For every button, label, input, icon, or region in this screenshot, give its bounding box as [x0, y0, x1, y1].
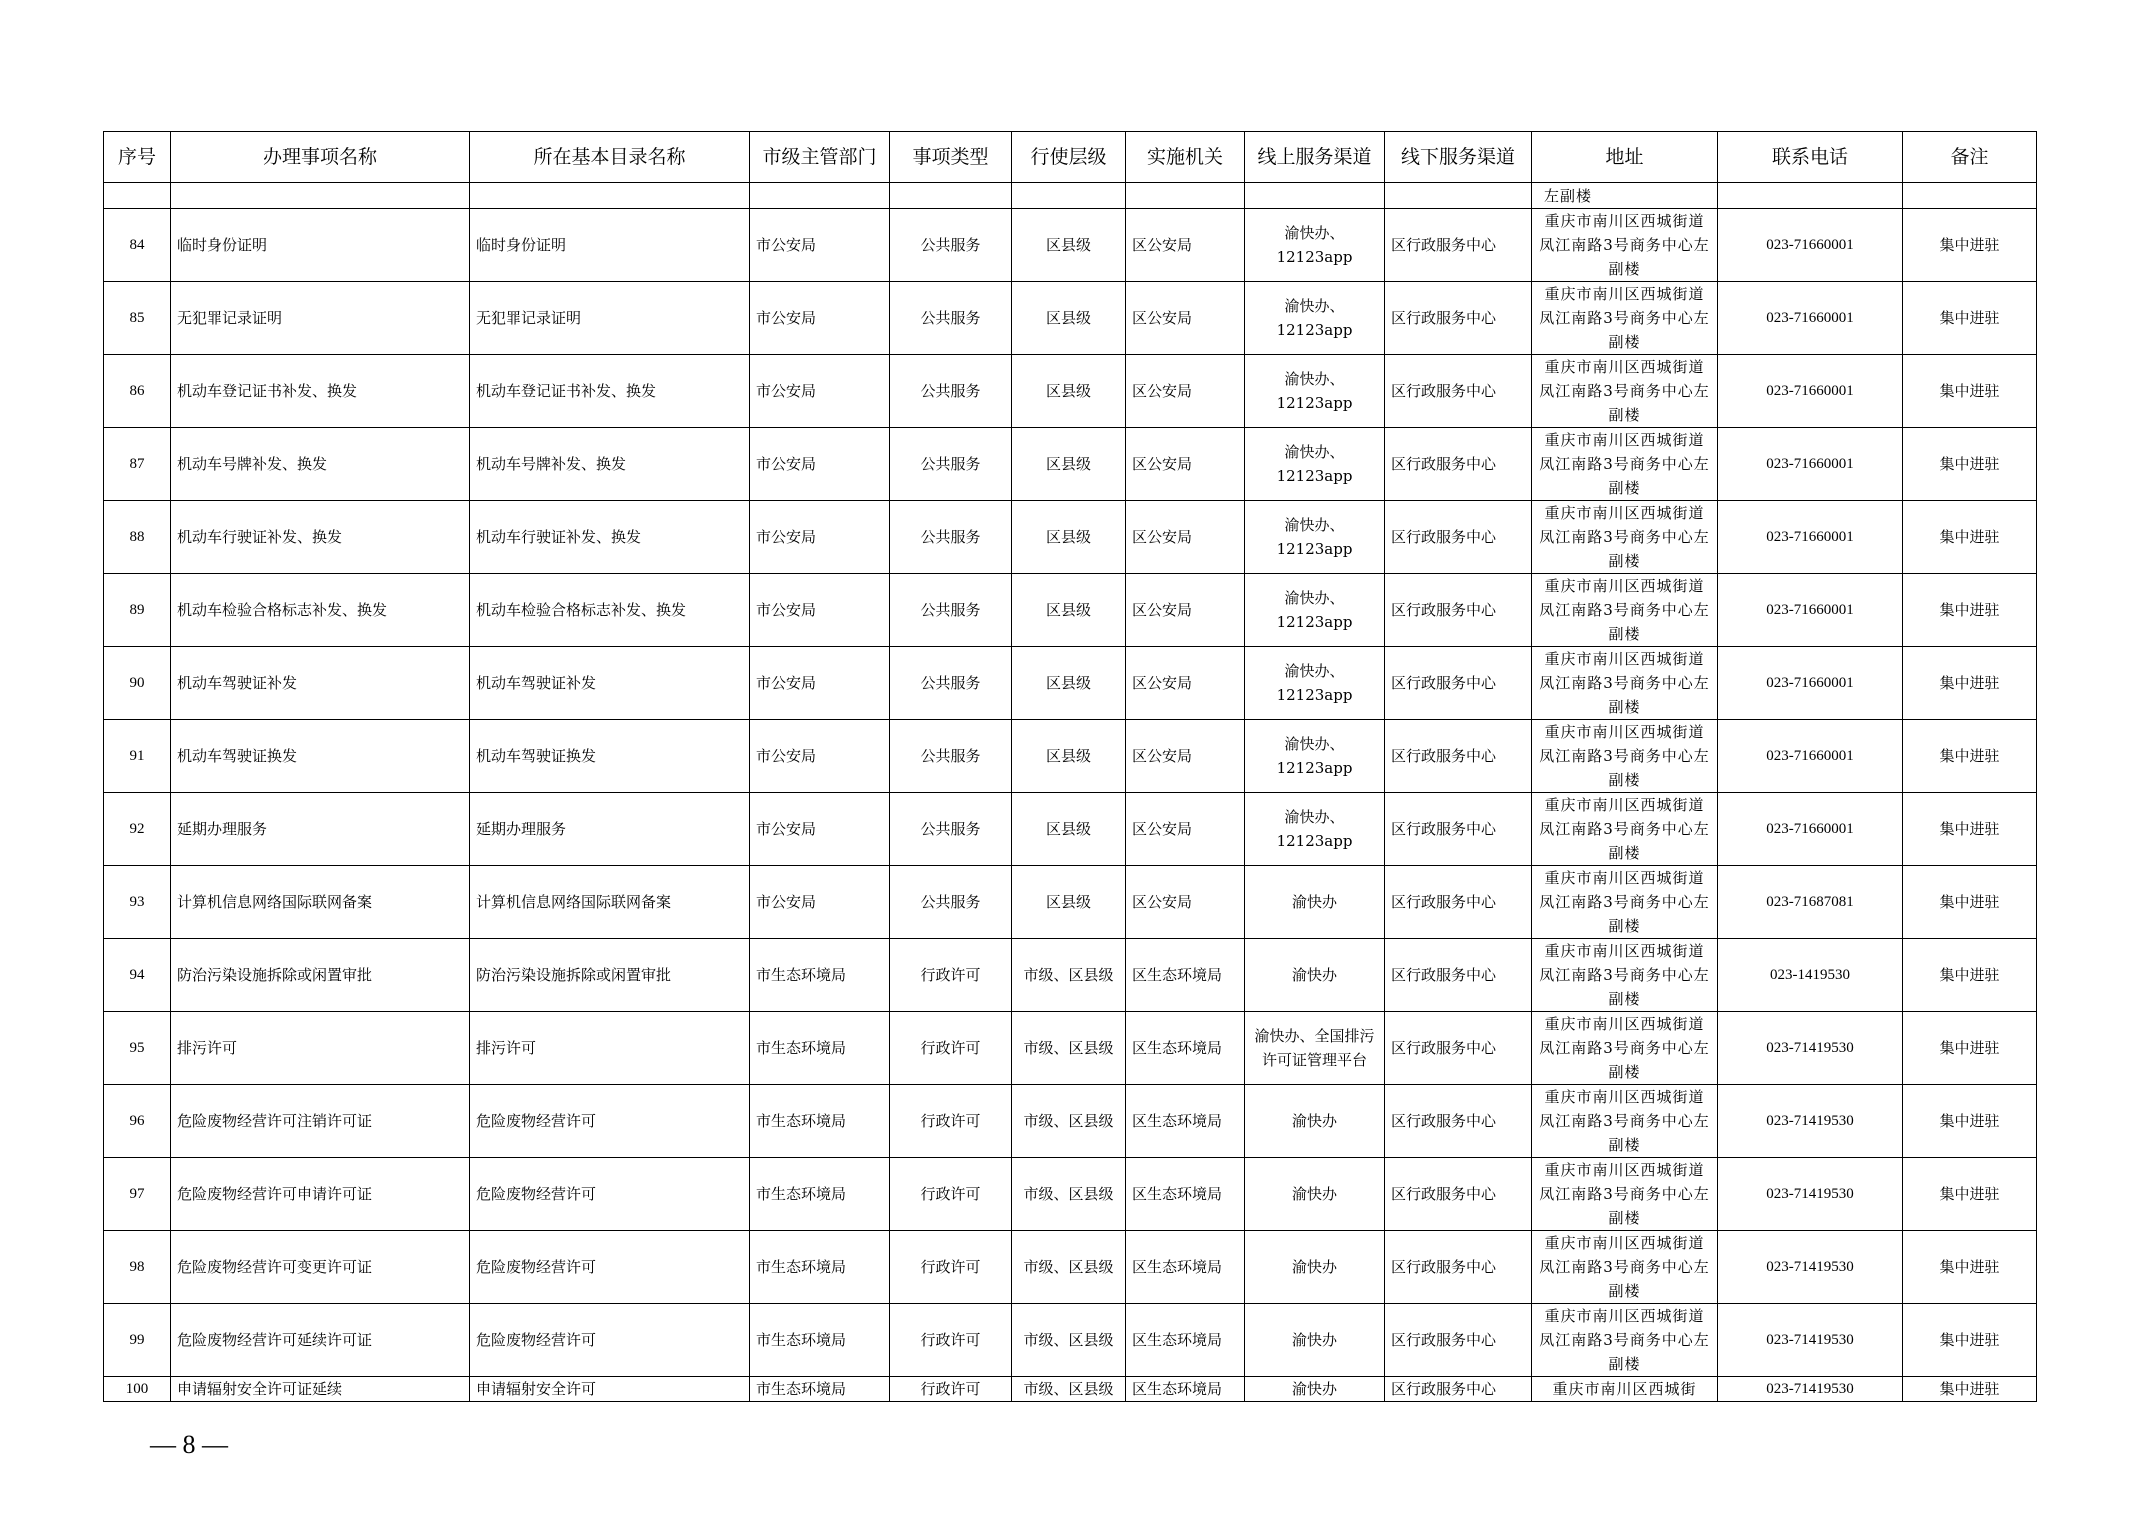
- cell-no: 89: [104, 574, 171, 647]
- cell-name: 申请辐射安全许可证延续: [171, 1377, 470, 1402]
- cell-online: 渝快办: [1245, 866, 1385, 939]
- cell-online: 渝快办、全国排污许可证管理平台: [1245, 1012, 1385, 1085]
- cell-phone: 023-71419530: [1718, 1085, 1903, 1158]
- table-row: [104, 793, 2037, 866]
- cell-name: 机动车驾驶证补发: [171, 647, 470, 720]
- cell-type: 公共服务: [890, 866, 1012, 939]
- cell-offline: 区行政服务中心: [1385, 574, 1532, 647]
- cell-phone: 023-71419530: [1718, 1377, 1903, 1402]
- cell-type: 行政许可: [890, 1012, 1012, 1085]
- col-header-agency: 实施机关: [1126, 132, 1245, 183]
- cell-agency: 区公安局: [1126, 866, 1245, 939]
- cell-dept: 市生态环境局: [750, 939, 890, 1012]
- cell-phone: 023-71660001: [1718, 647, 1903, 720]
- cell-offline: 区行政服务中心: [1385, 1085, 1532, 1158]
- table-row: [104, 1085, 2037, 1158]
- cell-note: 集中进驻: [1903, 209, 2037, 282]
- cell-catalog: 危险废物经营许可: [470, 1304, 750, 1377]
- cell-offline: 区行政服务中心: [1385, 647, 1532, 720]
- cell-level: 区县级: [1012, 793, 1126, 866]
- cell-no: 84: [104, 209, 171, 282]
- table-row: [104, 720, 2037, 793]
- cell-type: 行政许可: [890, 1158, 1012, 1231]
- cell-online: 渝快办、12123app: [1245, 793, 1385, 866]
- cell-online: 渝快办、12123app: [1245, 501, 1385, 574]
- cell-address: 重庆市南川区西城街道凤江南路3号商务中心左副楼: [1532, 720, 1718, 793]
- cell-phone: 023-71419530: [1718, 1158, 1903, 1231]
- cell-note: 集中进驻: [1903, 1085, 2037, 1158]
- cell-level: 区县级: [1012, 355, 1126, 428]
- cell-catalog: 延期办理服务: [470, 793, 750, 866]
- cell-catalog: 临时身份证明: [470, 209, 750, 282]
- cell-type: 公共服务: [890, 282, 1012, 355]
- cell-offline: 区行政服务中心: [1385, 1158, 1532, 1231]
- cell-dept: 市公安局: [750, 720, 890, 793]
- cell-no: 97: [104, 1158, 171, 1231]
- cell-level: 市级、区县级: [1012, 1158, 1126, 1231]
- cell-offline: 区行政服务中心: [1385, 209, 1532, 282]
- cell-dept: 市公安局: [750, 501, 890, 574]
- cell-phone: 023-71660001: [1718, 501, 1903, 574]
- cell-level: 区县级: [1012, 501, 1126, 574]
- page-number: — 8 —: [150, 1430, 228, 1459]
- col-header-catalog: 所在基本目录名称: [470, 132, 750, 183]
- cell-type: 公共服务: [890, 501, 1012, 574]
- cell-catalog: 申请辐射安全许可: [470, 1377, 750, 1402]
- cell-phone: 023-71660001: [1718, 355, 1903, 428]
- cell-name: 机动车号牌补发、换发: [171, 428, 470, 501]
- cell-catalog: 机动车号牌补发、换发: [470, 428, 750, 501]
- cell-catalog: 危险废物经营许可: [470, 1158, 750, 1231]
- cell-name: 危险废物经营许可申请许可证: [171, 1158, 470, 1231]
- cell-dept: 市公安局: [750, 866, 890, 939]
- cell-type: 行政许可: [890, 939, 1012, 1012]
- cell-note: 集中进驻: [1903, 1304, 2037, 1377]
- continuation-row: [104, 183, 2037, 209]
- cell-agency: 区公安局: [1126, 574, 1245, 647]
- cell-agency: 区公安局: [1126, 720, 1245, 793]
- cell-name: 机动车登记证书补发、换发: [171, 355, 470, 428]
- col-header-note: 备注: [1903, 132, 2037, 183]
- cell-name: 防治污染设施拆除或闲置审批: [171, 939, 470, 1012]
- cell-phone: 023-71419530: [1718, 1012, 1903, 1085]
- table-header-row: [104, 132, 2037, 183]
- cell-offline: 区行政服务中心: [1385, 1304, 1532, 1377]
- col-header-no: 序号: [104, 132, 171, 183]
- table-row: [104, 1158, 2037, 1231]
- cell-catalog: 危险废物经营许可: [470, 1085, 750, 1158]
- cell-address: 左副楼: [1532, 183, 1718, 209]
- cell-no: 85: [104, 282, 171, 355]
- cell-dept: 市公安局: [750, 282, 890, 355]
- cell-note: [1903, 183, 2037, 209]
- cell-name: [171, 183, 470, 209]
- cell-offline: 区行政服务中心: [1385, 282, 1532, 355]
- cell-note: 集中进驻: [1903, 574, 2037, 647]
- col-header-dept: 市级主管部门: [750, 132, 890, 183]
- cell-note: 集中进驻: [1903, 501, 2037, 574]
- cell-dept: 市公安局: [750, 793, 890, 866]
- cell-dept: 市公安局: [750, 355, 890, 428]
- cell-offline: 区行政服务中心: [1385, 939, 1532, 1012]
- cell-address: 重庆市南川区西城街道凤江南路3号商务中心左副楼: [1532, 501, 1718, 574]
- cell-offline: 区行政服务中心: [1385, 866, 1532, 939]
- cell-online: 渝快办、12123app: [1245, 720, 1385, 793]
- table-row: [104, 939, 2037, 1012]
- cell-no: 86: [104, 355, 171, 428]
- cell-address: 重庆市南川区西城街道凤江南路3号商务中心左副楼: [1532, 209, 1718, 282]
- cell-address: 重庆市南川区西城街道凤江南路3号商务中心左副楼: [1532, 866, 1718, 939]
- cell-level: 区县级: [1012, 428, 1126, 501]
- cell-no: 96: [104, 1085, 171, 1158]
- table-row: [104, 647, 2037, 720]
- cell-dept: [750, 183, 890, 209]
- cell-agency: 区公安局: [1126, 209, 1245, 282]
- cell-level: [1012, 183, 1126, 209]
- table-row: [104, 574, 2037, 647]
- cell-name: 危险废物经营许可变更许可证: [171, 1231, 470, 1304]
- cell-online: 渝快办、12123app: [1245, 647, 1385, 720]
- cell-catalog: 危险废物经营许可: [470, 1231, 750, 1304]
- cell-online: 渝快办、12123app: [1245, 282, 1385, 355]
- cell-level: 市级、区县级: [1012, 1304, 1126, 1377]
- cell-online: 渝快办: [1245, 1085, 1385, 1158]
- cell-phone: 023-1419530: [1718, 939, 1903, 1012]
- cell-type: 行政许可: [890, 1304, 1012, 1377]
- cell-agency: 区公安局: [1126, 793, 1245, 866]
- cell-note: 集中进驻: [1903, 647, 2037, 720]
- cell-no: 95: [104, 1012, 171, 1085]
- cell-no: 87: [104, 428, 171, 501]
- cell-address: 重庆市南川区西城街道凤江南路3号商务中心左副楼: [1532, 793, 1718, 866]
- cell-catalog: 机动车行驶证补发、换发: [470, 501, 750, 574]
- service-items-table: [103, 131, 2037, 1402]
- cell-online: 渝快办、12123app: [1245, 209, 1385, 282]
- cell-no: 91: [104, 720, 171, 793]
- cell-offline: 区行政服务中心: [1385, 1231, 1532, 1304]
- cell-agency: 区公安局: [1126, 647, 1245, 720]
- cell-address: 重庆市南川区西城街道凤江南路3号商务中心左副楼: [1532, 1158, 1718, 1231]
- cell-level: 区县级: [1012, 866, 1126, 939]
- cell-name: 延期办理服务: [171, 793, 470, 866]
- cell-level: 市级、区县级: [1012, 1231, 1126, 1304]
- cell-offline: 区行政服务中心: [1385, 355, 1532, 428]
- cell-online: 渝快办: [1245, 1158, 1385, 1231]
- table-row: [104, 1377, 2037, 1402]
- cell-agency: 区生态环境局: [1126, 1012, 1245, 1085]
- table-row: [104, 428, 2037, 501]
- cell-agency: 区公安局: [1126, 501, 1245, 574]
- cell-type: 行政许可: [890, 1231, 1012, 1304]
- cell-agency: 区生态环境局: [1126, 1231, 1245, 1304]
- cell-online: 渝快办: [1245, 1304, 1385, 1377]
- cell-catalog: 无犯罪记录证明: [470, 282, 750, 355]
- table-row: [104, 282, 2037, 355]
- cell-note: 集中进驻: [1903, 282, 2037, 355]
- cell-catalog: 计算机信息网络国际联网备案: [470, 866, 750, 939]
- cell-address: 重庆市南川区西城街道凤江南路3号商务中心左副楼: [1532, 647, 1718, 720]
- cell-type: 行政许可: [890, 1085, 1012, 1158]
- cell-offline: 区行政服务中心: [1385, 1377, 1532, 1402]
- cell-type: 公共服务: [890, 647, 1012, 720]
- cell-dept: 市生态环境局: [750, 1377, 890, 1402]
- cell-phone: 023-71660001: [1718, 282, 1903, 355]
- cell-level: 区县级: [1012, 574, 1126, 647]
- cell-offline: 区行政服务中心: [1385, 501, 1532, 574]
- cell-agency: [1126, 183, 1245, 209]
- cell-address: 重庆市南川区西城街道凤江南路3号商务中心左副楼: [1532, 282, 1718, 355]
- cell-agency: 区生态环境局: [1126, 1304, 1245, 1377]
- cell-type: 行政许可: [890, 1377, 1012, 1402]
- cell-phone: [1718, 183, 1903, 209]
- cell-level: 市级、区县级: [1012, 1012, 1126, 1085]
- col-header-phone: 联系电话: [1718, 132, 1903, 183]
- cell-no: 99: [104, 1304, 171, 1377]
- cell-address: 重庆市南川区西城街: [1532, 1377, 1718, 1402]
- table-row: [104, 501, 2037, 574]
- cell-note: 集中进驻: [1903, 939, 2037, 1012]
- cell-catalog: 机动车检验合格标志补发、换发: [470, 574, 750, 647]
- cell-note: 集中进驻: [1903, 428, 2037, 501]
- table-row: [104, 1012, 2037, 1085]
- cell-agency: 区公安局: [1126, 282, 1245, 355]
- cell-note: 集中进驻: [1903, 866, 2037, 939]
- cell-name: 机动车检验合格标志补发、换发: [171, 574, 470, 647]
- cell-type: [890, 183, 1012, 209]
- col-header-address: 地址: [1532, 132, 1718, 183]
- cell-dept: 市生态环境局: [750, 1158, 890, 1231]
- cell-level: 区县级: [1012, 209, 1126, 282]
- cell-type: 公共服务: [890, 793, 1012, 866]
- cell-catalog: 排污许可: [470, 1012, 750, 1085]
- cell-address: 重庆市南川区西城街道凤江南路3号商务中心左副楼: [1532, 1304, 1718, 1377]
- cell-catalog: 防治污染设施拆除或闲置审批: [470, 939, 750, 1012]
- cell-address: 重庆市南川区西城街道凤江南路3号商务中心左副楼: [1532, 1231, 1718, 1304]
- cell-name: 排污许可: [171, 1012, 470, 1085]
- cell-name: 机动车驾驶证换发: [171, 720, 470, 793]
- table-row: [104, 1304, 2037, 1377]
- cell-name: 危险废物经营许可注销许可证: [171, 1085, 470, 1158]
- cell-catalog: 机动车驾驶证换发: [470, 720, 750, 793]
- cell-offline: 区行政服务中心: [1385, 720, 1532, 793]
- col-header-level: 行使层级: [1012, 132, 1126, 183]
- cell-note: 集中进驻: [1903, 1012, 2037, 1085]
- cell-online: 渝快办: [1245, 1377, 1385, 1402]
- cell-address: 重庆市南川区西城街道凤江南路3号商务中心左副楼: [1532, 355, 1718, 428]
- cell-note: 集中进驻: [1903, 1377, 2037, 1402]
- cell-no: 94: [104, 939, 171, 1012]
- cell-agency: 区公安局: [1126, 428, 1245, 501]
- cell-online: 渝快办: [1245, 1231, 1385, 1304]
- cell-level: 区县级: [1012, 647, 1126, 720]
- cell-online: 渝快办、12123app: [1245, 428, 1385, 501]
- cell-agency: 区生态环境局: [1126, 1158, 1245, 1231]
- cell-phone: 023-71419530: [1718, 1231, 1903, 1304]
- cell-name: 危险废物经营许可延续许可证: [171, 1304, 470, 1377]
- cell-note: 集中进驻: [1903, 720, 2037, 793]
- cell-dept: 市公安局: [750, 647, 890, 720]
- col-header-offline: 线下服务渠道: [1385, 132, 1532, 183]
- cell-no: 92: [104, 793, 171, 866]
- cell-agency: 区生态环境局: [1126, 1377, 1245, 1402]
- cell-phone: 023-71660001: [1718, 428, 1903, 501]
- cell-note: 集中进驻: [1903, 793, 2037, 866]
- cell-type: 公共服务: [890, 355, 1012, 428]
- cell-phone: 023-71660001: [1718, 720, 1903, 793]
- cell-name: 计算机信息网络国际联网备案: [171, 866, 470, 939]
- table-row: [104, 866, 2037, 939]
- cell-phone: 023-71687081: [1718, 866, 1903, 939]
- cell-offline: 区行政服务中心: [1385, 793, 1532, 866]
- cell-level: 区县级: [1012, 282, 1126, 355]
- cell-name: 机动车行驶证补发、换发: [171, 501, 470, 574]
- cell-level: 市级、区县级: [1012, 939, 1126, 1012]
- cell-no: 88: [104, 501, 171, 574]
- cell-catalog: 机动车登记证书补发、换发: [470, 355, 750, 428]
- cell-dept: 市生态环境局: [750, 1304, 890, 1377]
- cell-agency: 区生态环境局: [1126, 939, 1245, 1012]
- cell-dept: 市生态环境局: [750, 1085, 890, 1158]
- cell-level: 市级、区县级: [1012, 1085, 1126, 1158]
- cell-no: 100: [104, 1377, 171, 1402]
- cell-offline: [1385, 183, 1532, 209]
- cell-no: 90: [104, 647, 171, 720]
- cell-type: 公共服务: [890, 720, 1012, 793]
- cell-catalog: [470, 183, 750, 209]
- cell-level: 区县级: [1012, 720, 1126, 793]
- cell-note: 集中进驻: [1903, 1158, 2037, 1231]
- cell-agency: 区公安局: [1126, 355, 1245, 428]
- cell-phone: 023-71419530: [1718, 1304, 1903, 1377]
- cell-address: 重庆市南川区西城街道凤江南路3号商务中心左副楼: [1532, 1012, 1718, 1085]
- cell-agency: 区生态环境局: [1126, 1085, 1245, 1158]
- cell-note: 集中进驻: [1903, 1231, 2037, 1304]
- cell-address: 重庆市南川区西城街道凤江南路3号商务中心左副楼: [1532, 428, 1718, 501]
- cell-type: 公共服务: [890, 209, 1012, 282]
- cell-name: 无犯罪记录证明: [171, 282, 470, 355]
- cell-online: 渝快办: [1245, 939, 1385, 1012]
- cell-dept: 市公安局: [750, 428, 890, 501]
- cell-address: 重庆市南川区西城街道凤江南路3号商务中心左副楼: [1532, 939, 1718, 1012]
- cell-note: 集中进驻: [1903, 355, 2037, 428]
- cell-online: 渝快办、12123app: [1245, 355, 1385, 428]
- cell-address: 重庆市南川区西城街道凤江南路3号商务中心左副楼: [1532, 1085, 1718, 1158]
- cell-phone: 023-71660001: [1718, 793, 1903, 866]
- table-row: [104, 355, 2037, 428]
- cell-phone: 023-71660001: [1718, 209, 1903, 282]
- cell-offline: 区行政服务中心: [1385, 1012, 1532, 1085]
- col-header-name: 办理事项名称: [171, 132, 470, 183]
- cell-catalog: 机动车驾驶证补发: [470, 647, 750, 720]
- cell-name: 临时身份证明: [171, 209, 470, 282]
- cell-phone: 023-71660001: [1718, 574, 1903, 647]
- cell-type: 公共服务: [890, 428, 1012, 501]
- cell-online: [1245, 183, 1385, 209]
- cell-offline: 区行政服务中心: [1385, 428, 1532, 501]
- cell-dept: 市公安局: [750, 209, 890, 282]
- cell-dept: 市生态环境局: [750, 1231, 890, 1304]
- cell-address: 重庆市南川区西城街道凤江南路3号商务中心左副楼: [1532, 574, 1718, 647]
- cell-no: 93: [104, 866, 171, 939]
- cell-dept: 市公安局: [750, 574, 890, 647]
- table-row: [104, 209, 2037, 282]
- cell-no: 98: [104, 1231, 171, 1304]
- cell-type: 公共服务: [890, 574, 1012, 647]
- cell-no: [104, 183, 171, 209]
- col-header-type: 事项类型: [890, 132, 1012, 183]
- cell-online: 渝快办、12123app: [1245, 574, 1385, 647]
- table-row: [104, 1231, 2037, 1304]
- cell-level: 市级、区县级: [1012, 1377, 1126, 1402]
- col-header-online: 线上服务渠道: [1245, 132, 1385, 183]
- cell-dept: 市生态环境局: [750, 1012, 890, 1085]
